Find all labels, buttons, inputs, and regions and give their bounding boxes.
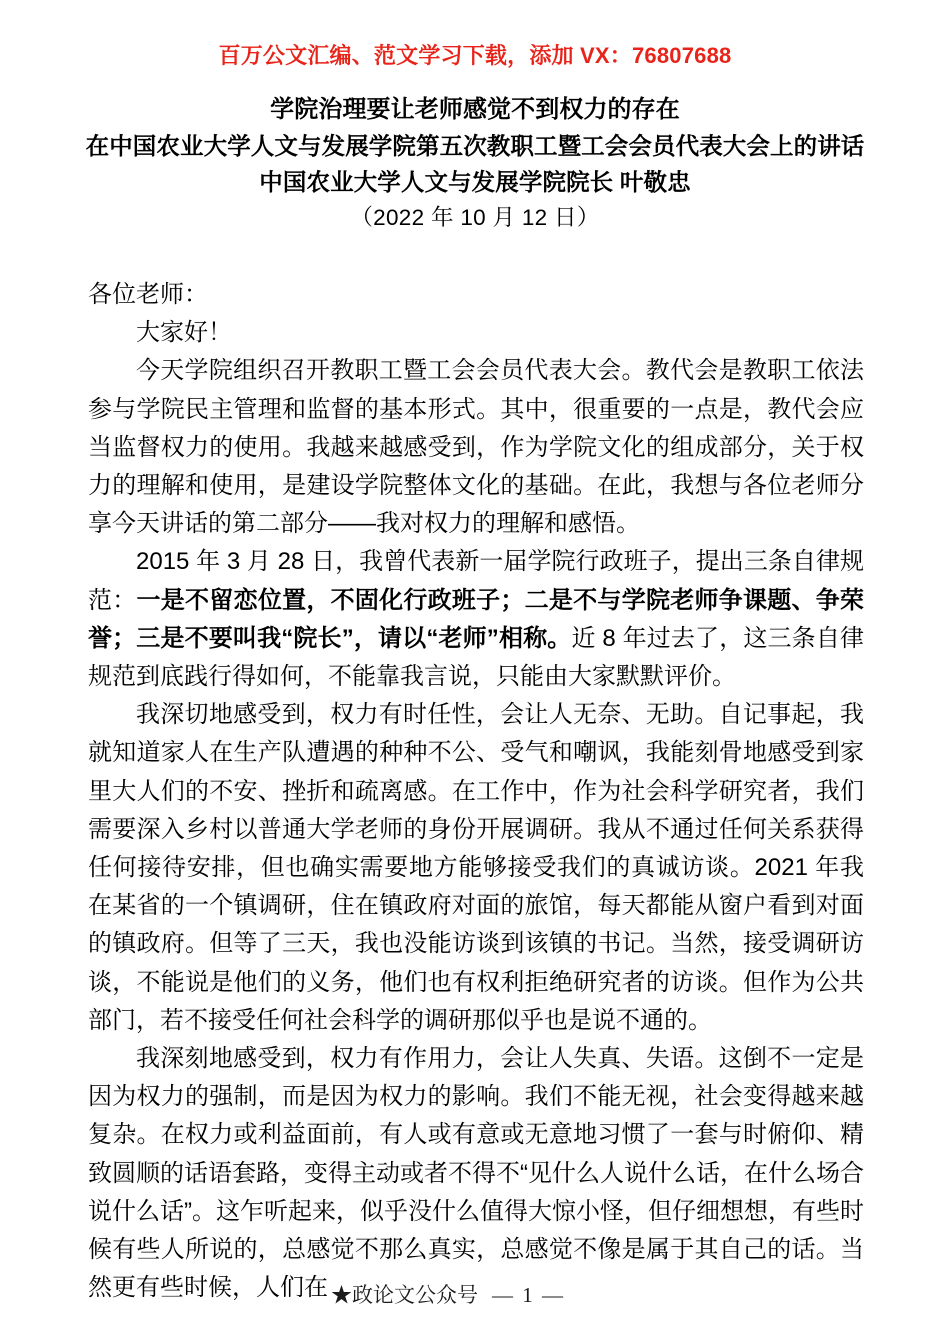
paragraph-2-lead: 2015 年 3 月 28 日，我曾代表新一届学院行政班子，提出三条自律规范： [88, 548, 864, 614]
page-number: — 1 — [492, 1283, 565, 1307]
paragraph-4: 我深刻地感受到，权力有作用力，会让人失真、失语。这倒不一定是因为权力的强制，而是因为权力的影响。我们不能无视，社会变得越来越复杂。在权力或利益面前，有人或有意或无意地习惯了一套与时俯仰、精致圆顺的话语套路，变得主动或者不得不“见什么人说什么话，在什么场合说什么话”。这乍听起来，似乎没什么值得大惊小怪，但仔细想想，有些时候有些人所说的，总感觉不那么真实，总感觉不像是属于其自己的话。当然更有些时候，人们在 [88, 1045, 864, 1302]
title-block [70, 92, 880, 236]
document-title: 学院治理要让老师感觉不到权力的存在 [270, 96, 680, 123]
salutation: 各位老师： [88, 281, 208, 308]
promo-banner: 百万公文汇编、范文学习下载，添加 VX：76807688 [218, 43, 732, 68]
greeting: 大家好！ [136, 319, 232, 347]
footer-watermark: ★政论文公众号 [331, 1283, 478, 1307]
paragraph-1: 今天学院组织召开教职工暨工会会员代表大会。教代会是教职工依法参与学院民主管理和监督的基本形式。其中，很重要的一点是，教代会应当监督权力的使用。我越来越感受到，作为学院文化的组成部分，关于权力的理解和使用，是建设学院整体文化的基础。在此，我想与各位老师分享今天讲话的第二部分——我对权力的理解和感悟。 [88, 357, 864, 538]
paragraph-2-emphasis: 一是不留恋位置，不固化行政班子；二是不与学院老师争课题、争荣誉；三是不要叫我“院长”，请以“老师”相称。 [88, 586, 865, 652]
document-body [88, 276, 864, 1307]
paragraph-2-tail: 近 8 年过去了，这三条自律规范到底践行得如何，不能靠我言说，只能由大家默默评价。 [88, 624, 864, 691]
paragraph-2 [88, 543, 864, 696]
paragraph-3: 我深切地感受到，权力有时任性，会让人无奈、无助。自记事起，我就知道家人在生产队遭遇的种种不公、受气和嘲讽，我能刻骨地感受到家里大人们的不安、挫折和疏离感。在工作中，作为社会科学研究者，我们需要深入乡村以普通大学老师的身份开展调研。我从不通过任何关系获得任何接待安排，但也确实需要地方能够接受我们的真诚访谈。2021 年我在某省的一个镇调研，住在镇政府对面的旅馆，每天都能从窗户看到对面的镇政府。但等了三天，我也没能访谈到该镇的书记。当然，接受调研访谈，不能说是他们的义务，他们也有权利拒绝研究者的访谈。但作为公共部门，若不接受任何社会科学的调研那似乎也是说不通的。 [88, 701, 864, 1034]
document-author: 中国农业大学人文与发展学院院长 叶敬忠 [259, 169, 691, 195]
document-subtitle: 在中国农业大学人文与发展学院第五次教职工暨工会会员代表大会上的讲话 [85, 133, 865, 159]
document-date: （2022 年 10 月 12 日） [350, 205, 600, 230]
page-footer [0, 1281, 950, 1309]
